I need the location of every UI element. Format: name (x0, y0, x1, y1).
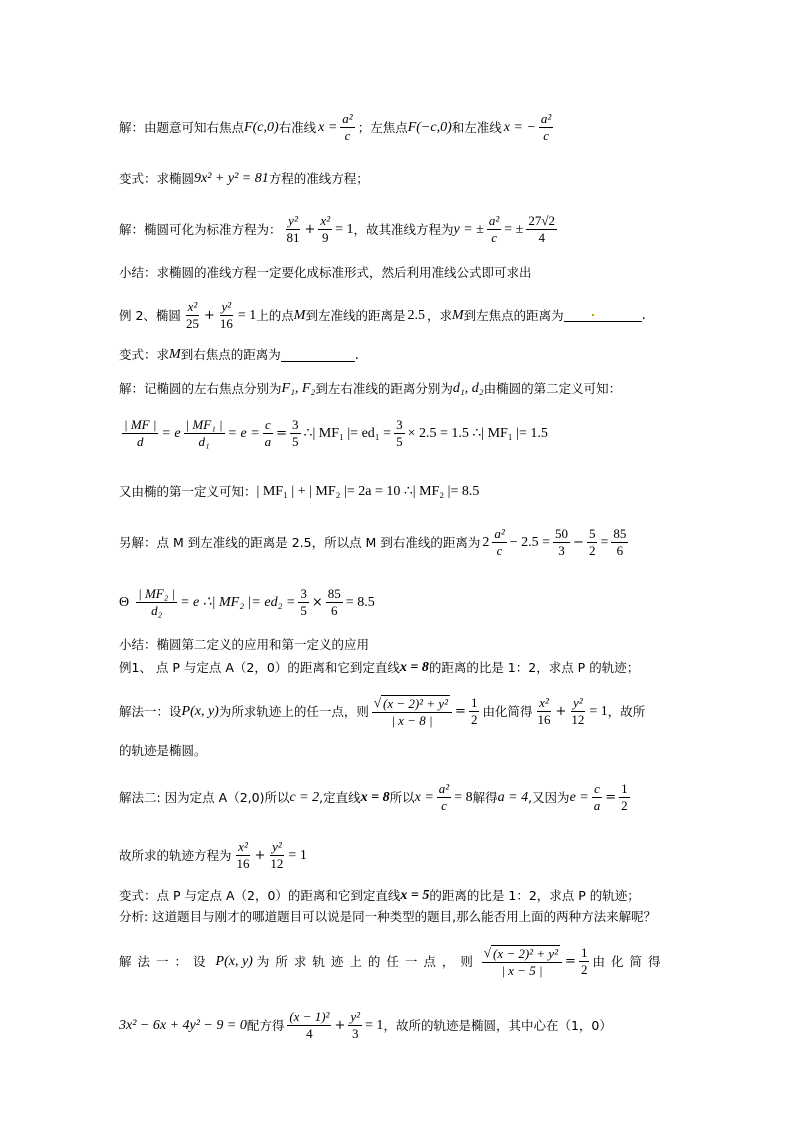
fraction: $\frac{3}{5}$ (396, 417, 403, 450)
fraction: $\frac{\text{x²}}{16}$ (537, 695, 551, 728)
analysis: 分析: 这道题目与刚才的哪道题目可以说是同一种类型的题目,那么能否用上面的两种方法来解呢？ (119, 909, 657, 924)
method-2: 解法二: 因为定点 A（2,0)所以 c = 2 ,定直线 x = 8 所以 x = $\frac{\text{a²}}{c}$ = 8 解得 a = 4 ,又因为 e = $\frac{c}{a}$ = $\frac{1}{2}$ (119, 781, 628, 814)
method-1: 解法一：设 P(x, y) 为所求轨迹上的任一点，则 √ (x − 2)² + y² | x − 8 | = $\frac{1}{2}$ 由化简得 $\frac{\text{x²}}{16}$ + $\frac{\text{y²}}{12}$ = 1 ，故所 (119, 695, 646, 729)
fraction: $\frac{| MF |}{d}$ (124, 417, 157, 450)
solution-1: 解：由题意可知右焦点 F(c,0) 右准线 x = $\frac{\text{a²}}{c}$ ；左焦点 F(−c,0) 和左准线 x = − $\frac{\text{a²}}{c}$ (119, 111, 552, 144)
fraction: $\frac{\text{a²}}{c}$ (438, 781, 450, 814)
fraction: $\frac{\text{a²}}{c}$ (342, 111, 353, 144)
method-1-variant-cont: 3x² − 6x + 4y² − 9 = 0 配方得 $\frac{\text{(x − 1)²}}{4}$ + $\frac{\text{y²}}{3}$ = 1 ，故所的轨迹是椭圆，其中心在（1，0） (119, 1009, 612, 1042)
variant-2: 变式：求 M 到右焦点的距离为 . (119, 346, 359, 363)
fraction: $\frac{\text{| MF₁ |}}{\text{d₁}}$ (185, 417, 223, 450)
fraction: $\frac{\text{y²}}{12}$ (270, 839, 284, 872)
fraction: $\frac{\text{x²}}{25}$ (185, 299, 199, 332)
fraction: $\frac{\text{a²}}{c}$ (488, 213, 500, 246)
derivation-3: Θ $\frac{\text{| MF₂ |}}{\text{d₂}}$ = e ∴| MF₂ |= ed₂ = $\frac{3}{5}$ × $\frac{85}{6}$ = 8.5 (119, 586, 375, 619)
fraction: $\frac{\text{a²}}{c}$ (494, 526, 505, 559)
variant-3: 变式：点 P 与定点 A（2，0）的距离和它到定直线 x = 5 的距离的比是 1：2，求点 P 的轨迹； (119, 887, 640, 903)
fraction: $\frac{\text{y²}}{16}$ (219, 299, 233, 332)
fraction: $\frac{\text{| MF₂ |}}{\text{d₂}}$ (138, 586, 176, 619)
fraction: $\frac{1}{2}$ (470, 695, 478, 728)
fraction: $\frac{c}{a}$ (593, 781, 601, 814)
example-1: 例1、 点 P 与定点 A（2，0）的距离和它到定直线 x = 8 的距离的比是 1：2，求点 P 的轨迹； (119, 659, 640, 675)
fraction: $\frac{85}{6}$ (613, 526, 627, 559)
fraction: $\frac{27√2}{4}$ (528, 213, 556, 246)
fraction: $\frac{\text{y²}}{3}$ (350, 1009, 361, 1042)
fraction: $\frac{85}{6}$ (327, 586, 341, 619)
answer-blank-2[interactable] (281, 349, 355, 362)
summary-1: 小结：求椭圆的准线方程一定要化成标准形式，然后利用准线公式即可求出 (119, 265, 532, 280)
fraction: $\frac{\text{x²}}{9}$ (320, 213, 331, 246)
fraction: √ (x − 2)² + y² | x − 8 | (372, 695, 452, 729)
derivation-2: 又由椭的第一定义可知： | MF₁ | + | MF₂ |= 2a = 10 ∴| MF₂ |= 8.5 (119, 483, 480, 499)
derivation-1: $\frac{| MF |}{d}$ = e $\frac{\text{| MF₁ |}}{\text{d₁}}$ = e = $\frac{c}{a}$ = $\frac{3}{5}$ ∴| MF₁ |= ed₁ = $\frac{3}{5}$ × 2.5 = 1.5 ∴| MF₁ |= 1.5 (124, 417, 548, 450)
fraction: $\frac{\text{a²}}{c}$ (540, 111, 552, 144)
fraction: $\frac{\text{(x − 1)²}}{4}$ (289, 1009, 330, 1042)
solution-2: 解：椭圆可化为标准方程为： $\frac{\text{y²}}{81}$ + $\frac{\text{x²}}{9}$ = 1 ，故其准线方程为 y = ± $\frac{\text{a²}}{c}$ = ± $\frac{27√2}{4}$ (119, 213, 556, 246)
fraction: $\frac{3}{5}$ (300, 586, 307, 619)
fraction: $\frac{1}{2}$ (621, 781, 628, 814)
fraction: $\frac{50}{3}$ (555, 526, 569, 559)
method-1-variant: 解法一：设 P(x, y) 为所求轨迹上的任一点，则 √ (x − 2)² + y² | x − 5 | = $\frac{1}{2}$ 由化简得 (119, 945, 667, 979)
fraction: $\frac{\text{y²}}{81}$ (286, 213, 300, 246)
conclusion-2: 故所求的轨迹方程为 $\frac{\text{x²}}{16}$ + $\frac{\text{y²}}{12}$ = 1 (119, 839, 307, 872)
fraction: $\frac{5}{2}$ (588, 526, 596, 559)
fraction: $\frac{c}{a}$ (264, 417, 272, 450)
conclusion-1: 的轨迹是椭圆。 (119, 743, 207, 758)
answer-blank[interactable] (564, 309, 642, 322)
fraction: $\frac{3}{5}$ (292, 417, 299, 450)
solution-3: 解：记椭圆的左右焦点分别为 F₁, F₂ 到左右准线的距离分别为 d₁, d₂ 由椭圆的第二定义可知： (119, 380, 622, 396)
alt-solution: 另解：点 M 到左准线的距离是 2.5，所以点 M 到右准线的距离为 2 $\frac{\text{a²}}{c}$ − 2.5 = $\frac{50}{3}$ − $\frac{5}{2}$ = $\frac{85}{6}$ (119, 526, 627, 559)
blank-marker (592, 314, 594, 316)
variant-1: 变式：求椭圆 9x² + y² = 81 方程的准线方程； (119, 170, 369, 186)
fraction: $\frac{1}{2}$ (580, 945, 588, 978)
fraction: $\frac{\text{y²}}{12}$ (571, 695, 585, 728)
summary-2: 小结：椭圆第二定义的应用和第一定义的应用 (119, 637, 370, 652)
fraction: $\frac{\text{x²}}{16}$ (236, 839, 250, 872)
fraction: √ (x − 2)² + y² | x − 5 | (482, 945, 562, 979)
example-2: 例 2、椭圆 $\frac{\text{x²}}{25}$ + $\frac{\text{y²}}{16}$ = 1 上的点 M 到左准线的距离是 2.5 ，求 M 到左焦点的距离为 . (119, 299, 646, 332)
